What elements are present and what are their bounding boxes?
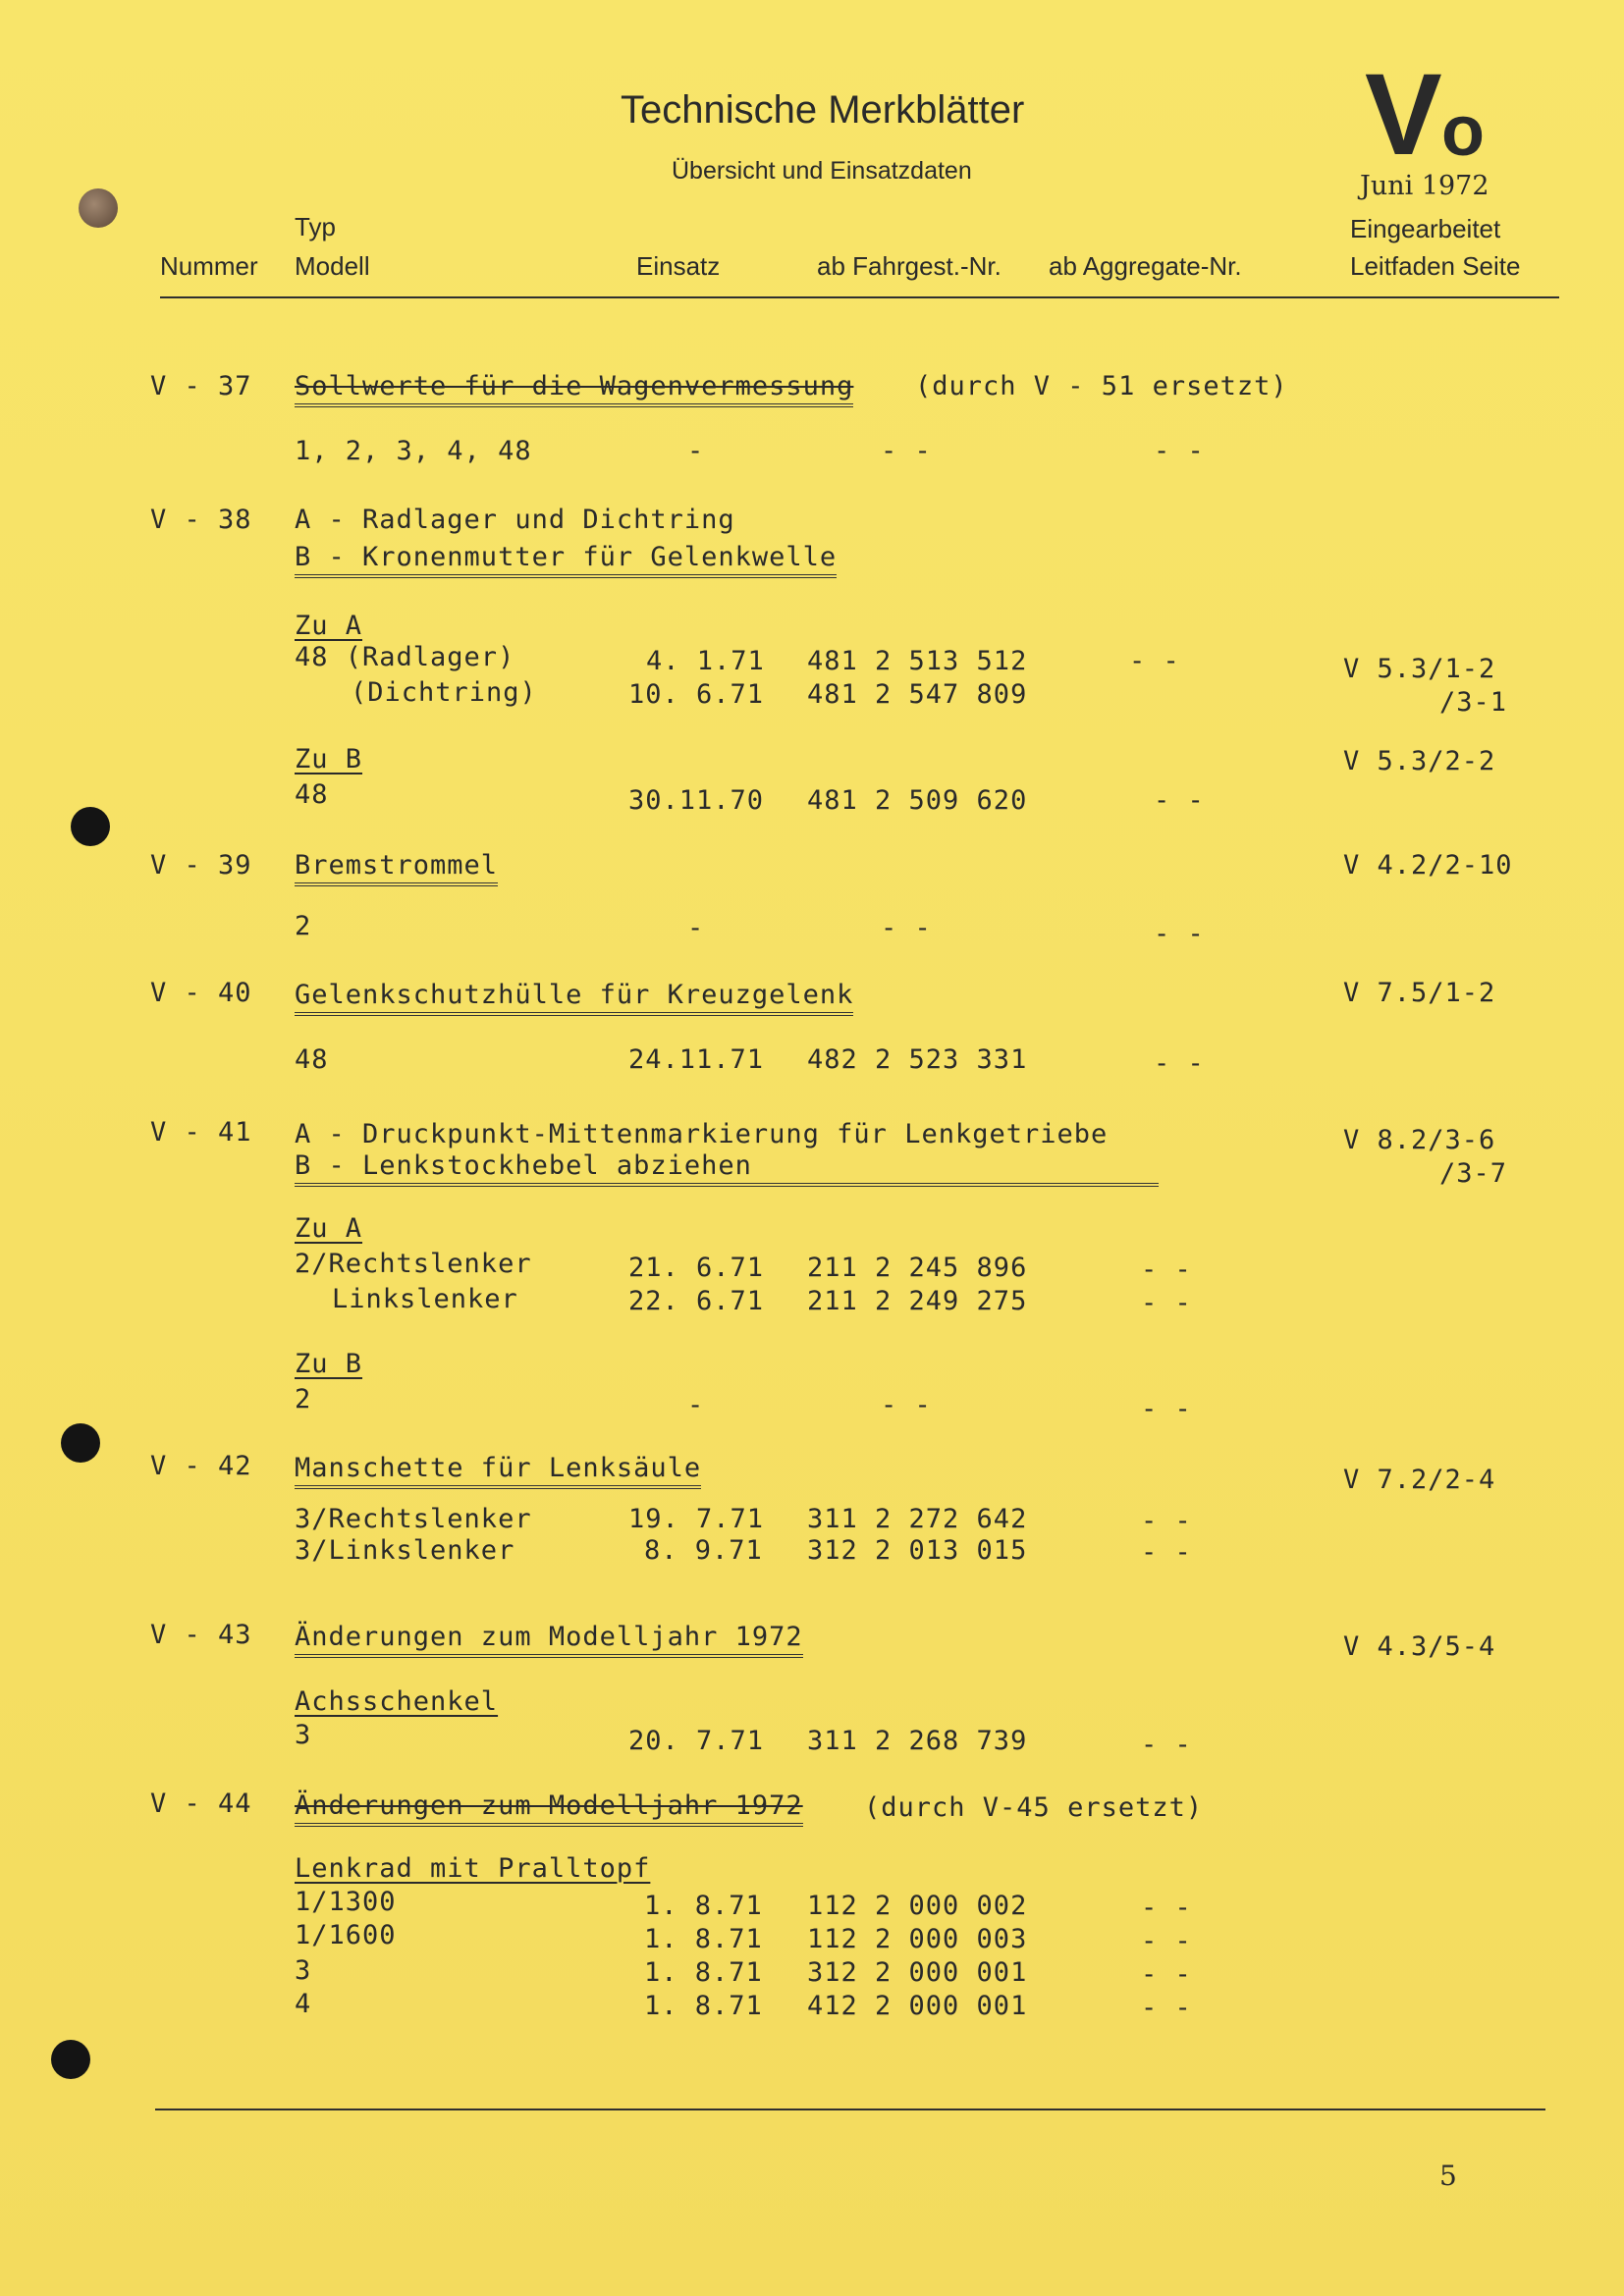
page-subtitle: Übersicht und Einsatzdaten — [672, 157, 972, 185]
typ-modell: 3 — [295, 1720, 312, 1750]
aggregate-nr: - - — [1154, 436, 1205, 466]
fahrgest-nr: 481 2 509 620 — [807, 785, 1028, 816]
subsection-label: Zu A — [295, 1213, 363, 1244]
entry-title: Änderungen zum Modelljahr 1972 — [295, 1790, 803, 1827]
leitfaden-seite: V 5.3/1-2 — [1343, 654, 1496, 684]
entry-title: Manschette für Lenksäule — [295, 1453, 701, 1489]
aggregate-nr: - - — [1141, 1506, 1192, 1536]
fahrgest-nr: 412 2 000 001 — [807, 1991, 1028, 2021]
einsatz: 20. 7.71 — [628, 1726, 765, 1756]
punch-hole — [71, 807, 110, 846]
aggregate-nr: - - — [1141, 1959, 1192, 1990]
aggregate-nr: - - — [1141, 1730, 1192, 1760]
fahrgest-nr: 312 2 000 001 — [807, 1957, 1028, 1988]
entry-title: Änderungen zum Modelljahr 1972 — [295, 1622, 803, 1658]
entry-number: V - 44 — [150, 1789, 252, 1819]
leitfaden-seite: V 5.3/2-2 — [1343, 746, 1496, 776]
einsatz: - — [687, 436, 705, 466]
aggregate-nr: - - — [1141, 1288, 1192, 1318]
aggregate-nr: - - — [1154, 919, 1205, 949]
aggregate-nr: - - — [1154, 1048, 1205, 1079]
einsatz: 21. 6.71 — [628, 1253, 765, 1283]
typ-modell: 2/Rechtslenker — [295, 1249, 532, 1279]
column-header-fahrgest: ab Fahrgest.-Nr. — [817, 251, 1001, 281]
punch-hole — [61, 1423, 100, 1463]
column-header-leitfaden: Leitfaden Seite — [1350, 251, 1521, 281]
typ-modell: 3/Linkslenker — [295, 1535, 515, 1566]
typ-modell: 3/Rechtslenker — [295, 1504, 532, 1534]
aggregate-nr: - - — [1141, 1893, 1192, 1923]
fahrgest-nr: 211 2 249 275 — [807, 1286, 1028, 1316]
einsatz: 19. 7.71 — [628, 1504, 765, 1534]
entry-note: (durch V-45 ersetzt) — [864, 1792, 1204, 1823]
footer-rule — [155, 2109, 1545, 2110]
leitfaden-seite: V 7.5/1-2 — [1343, 978, 1496, 1008]
fahrgest-nr: 312 2 013 015 — [807, 1535, 1028, 1566]
entry-number: V - 41 — [150, 1117, 252, 1148]
einsatz: 24.11.71 — [628, 1044, 765, 1075]
entry-title-b: B - Kronenmutter für Gelenkwelle — [295, 542, 837, 578]
page-title: Technische Merkblätter — [621, 88, 1025, 132]
leitfaden-seite: /3-1 — [1439, 687, 1508, 718]
fahrgest-nr: 481 2 513 512 — [807, 646, 1028, 676]
einsatz: 1. 8.71 — [644, 1957, 763, 1988]
aggregate-nr: - - — [1141, 1926, 1192, 1956]
punch-hole-bottom — [51, 2040, 90, 2079]
typ-modell: 4 — [295, 1989, 312, 2019]
column-header-einsatz: Einsatz — [636, 251, 721, 281]
fahrgest-nr: 311 2 272 642 — [807, 1504, 1028, 1534]
entry-number: V - 42 — [150, 1451, 252, 1481]
aggregate-nr: - - — [1141, 1993, 1192, 2023]
entry-number: V - 40 — [150, 978, 252, 1008]
entry-title-b: B - Lenkstockhebel abziehen — [295, 1150, 1159, 1187]
typ-modell: 2 — [295, 1384, 312, 1415]
leitfaden-seite: V 4.3/5-4 — [1343, 1631, 1496, 1662]
leitfaden-seite: V 7.2/2-4 — [1343, 1465, 1496, 1495]
entry-number: V - 39 — [150, 850, 252, 881]
einsatz: - — [687, 913, 705, 943]
typ-modell: 3 — [295, 1955, 312, 1986]
entry-title: Gelenkschutzhülle für Kreuzgelenk — [295, 980, 853, 1016]
issue-date: Juni 1972 — [1360, 171, 1489, 201]
aggregate-nr: - - — [1141, 1255, 1192, 1285]
punch-hole-top — [79, 188, 118, 228]
section-letter-v: V — [1365, 50, 1442, 180]
aggregate-nr: - - — [1129, 646, 1180, 676]
entry-number: V - 43 — [150, 1620, 252, 1650]
entry-title: Bremstrommel — [295, 850, 498, 886]
typ-modell: Linkslenker — [332, 1284, 518, 1314]
entry-title: Sollwerte für die Wagenvermessung — [295, 371, 853, 407]
aggregate-nr: - - — [1141, 1394, 1192, 1424]
einsatz: 1. 8.71 — [644, 1891, 763, 1921]
einsatz: 8. 9.71 — [644, 1535, 763, 1566]
section-letter-o: o — [1441, 92, 1485, 171]
einsatz: - — [687, 1390, 705, 1420]
leitfaden-seite: /3-7 — [1439, 1158, 1508, 1189]
column-header-typ: Typ — [295, 212, 336, 241]
fahrgest-nr: 112 2 000 003 — [807, 1924, 1028, 1954]
entry-title-a: A - Druckpunkt-Mittenmarkierung für Lenkgetriebe — [295, 1119, 1109, 1149]
einsatz: 4. 1.71 — [646, 646, 765, 676]
einsatz: 10. 6.71 — [628, 679, 765, 710]
einsatz: 1. 8.71 — [644, 1924, 763, 1954]
typ-modell: 1, 2, 3, 4, 48 — [295, 436, 532, 466]
einsatz: 1. 8.71 — [644, 1991, 763, 2021]
leitfaden-seite: V 8.2/3-6 — [1343, 1125, 1496, 1155]
subsection-label: Zu B — [295, 1349, 363, 1379]
typ-modell: 48 — [295, 779, 329, 810]
aggregate-nr: - - — [1141, 1537, 1192, 1568]
typ-modell: 1/1300 — [295, 1887, 397, 1917]
aggregate-nr: - - — [1154, 785, 1205, 816]
fahrgest-nr: 481 2 547 809 — [807, 679, 1028, 710]
fahrgest-nr: 211 2 245 896 — [807, 1253, 1028, 1283]
typ-modell: 48 — [295, 1044, 329, 1075]
page-number: 5 — [1439, 2160, 1457, 2192]
column-header-nummer: Nummer — [160, 251, 258, 281]
column-header-eingearbeitet: Eingearbeitet — [1350, 214, 1501, 243]
subsection-label: Achsschenkel — [295, 1686, 499, 1717]
fahrgest-nr: - - — [881, 913, 932, 943]
entry-note: (durch V - 51 ersetzt) — [915, 371, 1288, 401]
subsection-label: Zu B — [295, 744, 363, 774]
column-header-aggregate: ab Aggregate-Nr. — [1049, 251, 1242, 281]
typ-modell: (Dichtring) — [351, 677, 537, 708]
einsatz: 22. 6.71 — [628, 1286, 765, 1316]
fahrgest-nr: - - — [881, 436, 932, 466]
header-rule — [160, 296, 1559, 298]
entry-number: V - 38 — [150, 505, 252, 535]
subsection-label: Zu A — [295, 611, 363, 641]
column-header-modell: Modell — [295, 251, 370, 281]
typ-modell: 1/1600 — [295, 1920, 397, 1950]
entry-number: V - 37 — [150, 371, 252, 401]
einsatz: 30.11.70 — [628, 785, 765, 816]
subsection-label: Lenkrad mit Pralltopf — [295, 1853, 651, 1884]
leitfaden-seite: V 4.2/2-10 — [1343, 850, 1513, 881]
fahrgest-nr: 112 2 000 002 — [807, 1891, 1028, 1921]
typ-modell: 48 (Radlager) — [295, 642, 515, 672]
fahrgest-nr: - - — [881, 1390, 932, 1420]
fahrgest-nr: 311 2 268 739 — [807, 1726, 1028, 1756]
entry-title-a: A - Radlager und Dichtring — [295, 505, 735, 535]
fahrgest-nr: 482 2 523 331 — [807, 1044, 1028, 1075]
typ-modell: 2 — [295, 911, 312, 941]
